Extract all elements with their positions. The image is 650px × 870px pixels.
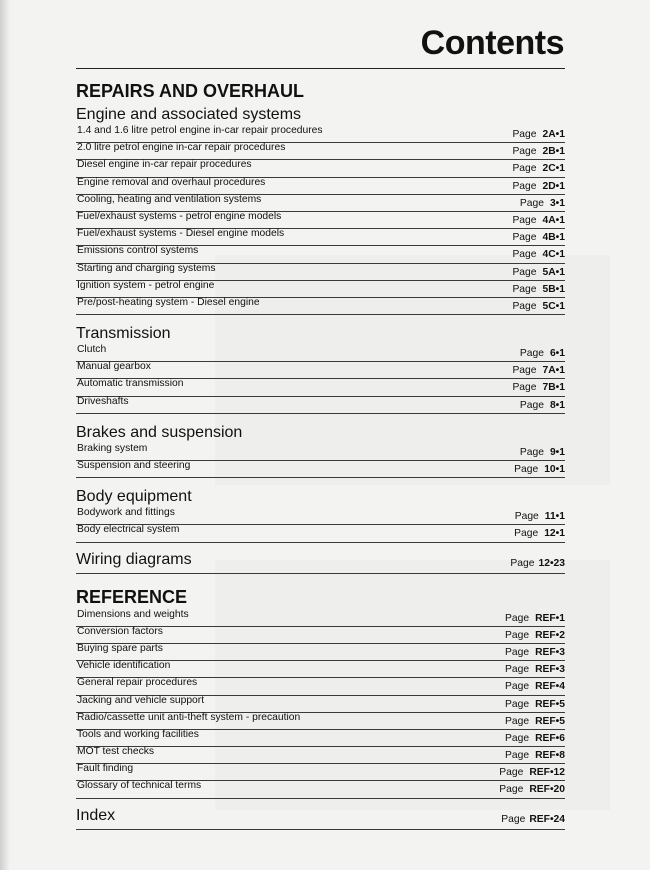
page-title: Contents [420, 24, 564, 62]
entry-label: Emissions control systems [77, 245, 199, 257]
contents-entry[interactable] [76, 610, 565, 627]
page-ref [505, 647, 565, 658]
contents-entry[interactable] [76, 345, 565, 362]
entry-label: Starting and charging systems [77, 262, 216, 274]
page-ref [520, 400, 565, 411]
page-number: 5C•1 [542, 300, 565, 312]
entry-label: Glossary of technical terms [77, 780, 202, 792]
entry-label: Manual gearbox [77, 361, 151, 373]
page-number: 9•1 [549, 446, 565, 458]
page-word: Page [505, 664, 530, 676]
entry-label: Fuel/exhaust systems - Diesel engine models [77, 228, 285, 240]
page-ref [520, 447, 565, 458]
section-heading: Body equipment [76, 488, 192, 506]
page-ref [501, 814, 565, 825]
entry-label: Driveshafts [77, 395, 129, 407]
page-number: REF•12 [529, 767, 565, 779]
entry-label: Jacking and vehicle support [77, 694, 205, 706]
entry-label: Suspension and steering [77, 460, 191, 471]
page-number: 5B•1 [542, 283, 565, 295]
page-ref [520, 198, 565, 209]
entry-label: Fault finding [77, 763, 134, 775]
page-word: Page [505, 629, 530, 641]
page-ref [512, 146, 565, 157]
entry-label: Pre/post-heating system - Diesel engine [77, 296, 260, 308]
page-number: 4C•1 [542, 249, 565, 261]
page-ref [515, 511, 565, 522]
page-number: 2A•1 [542, 129, 565, 140]
page-number: 2B•1 [542, 146, 565, 158]
page-number: 4B•1 [542, 232, 565, 244]
page-word: Page [519, 399, 544, 411]
page-ref [512, 181, 565, 192]
page-number: REF•2 [535, 629, 565, 641]
page-ref [512, 284, 565, 295]
page-ref [512, 382, 565, 393]
page-word: Page [514, 464, 539, 475]
page-ref [505, 699, 565, 710]
page-ref [512, 232, 565, 243]
contents-entry[interactable] [76, 747, 565, 764]
page-ref [499, 767, 565, 778]
entry-label: Fuel/exhaust systems - petrol engine models [77, 210, 282, 222]
page-ref [512, 129, 565, 140]
page-number: 5A•1 [542, 266, 565, 278]
contents-entry[interactable] [76, 661, 565, 678]
page-number: REF•8 [535, 750, 565, 762]
section-heading: Engine and associated systems [76, 106, 302, 123]
page-number: 11•1 [544, 511, 565, 523]
contents-entry[interactable] [76, 229, 565, 246]
page-number: 7B•1 [542, 382, 565, 394]
contents-entry[interactable] [76, 298, 565, 315]
page-word: Page [512, 283, 537, 295]
title-rule [76, 68, 565, 69]
contents-entry[interactable] [76, 212, 565, 229]
page-word: Page [519, 446, 544, 458]
contents-section [76, 104, 565, 315]
page-word: Page [514, 528, 539, 540]
section-heading: Brakes and suspension [76, 423, 243, 441]
page-ref [505, 664, 565, 675]
page-ref [514, 528, 565, 539]
page-word: Page [512, 249, 537, 261]
page-ref [512, 249, 565, 260]
page-word: Page [505, 646, 530, 658]
contents-entry[interactable] [76, 178, 565, 195]
page-number: REF•6 [535, 732, 565, 744]
repairs-sections [76, 104, 565, 543]
entry-label: Buying spare parts [77, 642, 163, 654]
page-word: Page [512, 146, 537, 158]
reference-entries [76, 610, 565, 799]
entry-label: Radio/cassette unit anti-theft system - precaution [77, 711, 301, 723]
contents-entry[interactable] [76, 444, 565, 461]
section-heading-wiring: Wiring diagrams [76, 550, 192, 568]
page-word: Page [510, 557, 535, 569]
page-number: REF•5 [535, 698, 565, 710]
contents-entry[interactable] [76, 264, 565, 281]
contents-section [76, 486, 565, 542]
page-word: Page [512, 163, 537, 175]
contents-entry[interactable] [76, 644, 565, 661]
page-word: Page [512, 180, 537, 192]
entry-label: Ignition system - petrol engine [77, 279, 215, 291]
contents-entry[interactable] [76, 246, 565, 263]
page-ref [520, 348, 565, 359]
contents-entry[interactable] [76, 764, 565, 781]
entry-label: Conversion factors [77, 625, 163, 637]
page-word: Page [501, 813, 526, 825]
contents-entry[interactable] [76, 143, 565, 160]
page-ref [505, 716, 565, 727]
page-word: Page [499, 767, 524, 779]
contents-entry[interactable] [76, 730, 565, 747]
contents-entry[interactable] [76, 379, 565, 396]
contents-entry[interactable] [76, 461, 565, 478]
page-word: Page [512, 214, 537, 226]
page-number: 10•1 [544, 464, 565, 475]
page-word: Page [505, 612, 530, 624]
entry-label: Body electrical system [77, 524, 180, 536]
page-number: REF•1 [535, 612, 565, 624]
part-heading-repairs: REPAIRS AND OVERHAUL [76, 81, 305, 101]
contents-entry[interactable] [76, 508, 565, 525]
page-word: Page [505, 732, 530, 744]
page-ref [505, 630, 565, 641]
entry-label: General repair procedures [77, 677, 198, 689]
page-number: 2D•1 [542, 180, 565, 192]
page-number: 3•1 [549, 197, 565, 209]
page-number: 7A•1 [542, 365, 565, 377]
page-number: 2C•1 [542, 163, 565, 175]
page-number: 6•1 [549, 348, 565, 360]
contents-entry[interactable] [76, 126, 565, 143]
page-word: Page [512, 300, 537, 312]
contents-entry[interactable] [76, 713, 565, 730]
page-ref [510, 558, 565, 569]
entry-label: Automatic transmission [77, 378, 184, 390]
page-word: Page [514, 511, 539, 523]
page-ref [512, 365, 565, 376]
page-ref [505, 681, 565, 692]
contents-entry[interactable] [76, 696, 565, 713]
page-ref [512, 215, 565, 226]
index-entry[interactable] [76, 807, 565, 830]
contents-entry[interactable] [76, 678, 565, 695]
entry-label: 1.4 and 1.6 litre petrol engine in-car repair procedures [77, 125, 323, 136]
page-word: Page [512, 365, 537, 377]
contents-entry[interactable] [76, 781, 565, 798]
page-number: REF•4 [535, 681, 565, 693]
section-heading-index: Index [76, 806, 116, 824]
page-number: 4A•1 [542, 214, 565, 226]
contents-list [76, 78, 565, 830]
page-word: Page [519, 348, 544, 360]
entry-label: Tools and working facilities [77, 728, 199, 740]
page-word: Page [512, 232, 537, 244]
contents-section [76, 323, 565, 414]
page-number: REF•24 [529, 813, 565, 825]
contents-entry[interactable] [76, 397, 565, 414]
page-number: REF•20 [529, 784, 565, 796]
page-number: 8•1 [549, 399, 565, 411]
contents-entry[interactable] [76, 195, 565, 212]
part-heading-reference: REFERENCE [76, 586, 188, 607]
page-word: Page [505, 698, 530, 710]
entry-label: Vehicle identification [77, 660, 171, 672]
page-word: Page [499, 784, 524, 796]
entry-label: Engine removal and overhaul procedures [77, 176, 266, 188]
entry-label: Dimensions and weights [77, 608, 189, 620]
contents-section [76, 422, 565, 478]
entry-label: Braking system [77, 442, 148, 454]
entry-label: MOT test checks [77, 746, 155, 758]
page-word: Page [505, 715, 530, 727]
section-heading: Transmission [76, 325, 171, 343]
page-word: Page [512, 382, 537, 394]
page-word: Page [519, 197, 544, 209]
page-number: REF•5 [535, 715, 565, 727]
page-number: 12•1 [544, 528, 565, 540]
page-word: Page [512, 266, 537, 278]
page-word: Page [512, 129, 537, 140]
entry-label: Clutch [77, 344, 107, 356]
contents-entry[interactable] [76, 160, 565, 177]
entry-label: Cooling, heating and ventilation systems [77, 193, 262, 205]
entry-label: 2.0 litre petrol engine in-car repair procedures [77, 142, 286, 154]
page-number: REF•3 [535, 646, 565, 658]
page-word: Page [505, 750, 530, 762]
page-edge-shadow [0, 0, 10, 870]
page-ref [499, 784, 565, 795]
page-number: REF•3 [535, 664, 565, 676]
contents-entry[interactable] [76, 281, 565, 298]
page-ref [505, 750, 565, 761]
contents-entry[interactable] [76, 525, 565, 542]
page-word: Page [505, 681, 530, 693]
page-ref [505, 613, 565, 624]
entry-label: Diesel engine in-car repair procedures [77, 159, 252, 171]
page-ref [514, 464, 565, 475]
page-ref [505, 733, 565, 744]
contents-entry[interactable] [76, 627, 565, 644]
entry-label: Bodywork and fittings [77, 507, 175, 519]
page-ref [512, 301, 565, 312]
page-ref [512, 163, 565, 174]
contents-entry[interactable] [76, 362, 565, 379]
page-ref [512, 267, 565, 278]
page-number: 12•23 [538, 557, 565, 569]
wiring-diagrams-entry[interactable] [76, 551, 565, 574]
